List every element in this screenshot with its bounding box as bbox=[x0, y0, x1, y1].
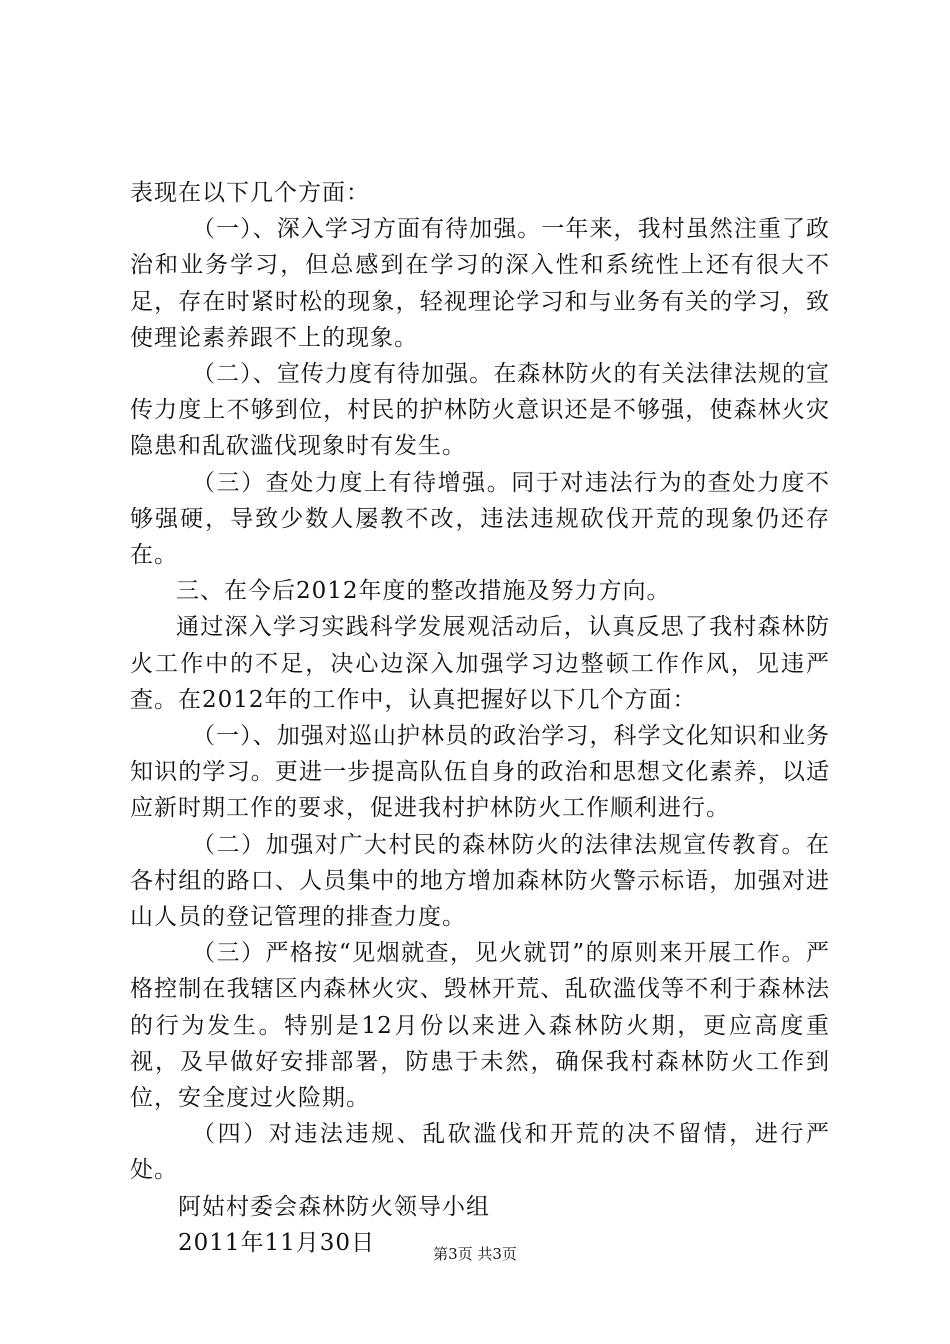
section-heading-3: 三、在今后2012年度的整改措施及努力方向。 bbox=[176, 578, 671, 605]
paragraph-issue-2: （二）、宣传力度有待加强。在森林防火的有关法律法规的宣传力度上不够到位，村民的护林防火意识还是不够强，使森林火灾隐患和乱砍滥伐现象时有发生。 bbox=[130, 361, 830, 460]
paragraph-issue-3: （三）查处力度上有待增强。同于对违法行为的查处力度不够强硬，导致少数人屡教不改，违法违规砍伐开荒的现象仍还存在。 bbox=[130, 469, 830, 569]
paragraph-issue-1: （一）、深入学习方面有待加强。一年来，我村虽然注重了政治和业务学习，但总感到在学习的深入性和系统性上还有很大不足，存在时紧时松的现象，轻视理论学习和与业务有关的学习，致使理论素养跟不上的现象。 bbox=[130, 216, 830, 351]
paragraph-measure-4: （四）对违法违规、乱砍滥伐和开荒的决不留情，进行严处。 bbox=[130, 1121, 830, 1184]
paragraph-measure-1: （一）、加强对巡山护林员的政治学习，科学文化知识和业务知识的学习。更进一步提高队伍自身的政治和思想文化素养，以适应新时期工作的要求，促进我村护林防火工作顺利进行。 bbox=[130, 723, 830, 822]
signature-date: 2011年11月30日 bbox=[178, 1229, 376, 1256]
signature-organization: 阿姑村委会森林防火领导小组 bbox=[178, 1193, 490, 1220]
paragraph-measure-2: （二）加强对广大村民的森林防火的法律法规宣传教育。在各村组的路口、人员集中的地方增加森林防火警示标语，加强对进山人员的登记管理的排查力度。 bbox=[130, 831, 830, 931]
page-number-label: 第3页 共3页 bbox=[433, 1245, 517, 1263]
paragraph-section-3-intro: 通过深入学习实践科学发展观活动后，认真反思了我村森林防火工作中的不足，决心边深入加强学习边整顿工作作风，见违严查。在2012年的工作中，认真把握好以下几个方面： bbox=[130, 614, 830, 713]
document-body bbox=[130, 175, 830, 1261]
page-footer bbox=[0, 1243, 950, 1264]
paragraph-measure-3: （三）严格按“见烟就查，见火就罚”的原则来开展工作。严格控制在我辖区内森林火灾、毁林开荒、乱砍滥伐等不利于森林法的行为发生。特别是12月份以来进入森林防火期，更应高度重视，及早做好安排部署，防患于未然，确保我村森林防火工作到位，安全度过火险期。 bbox=[130, 940, 830, 1112]
paragraph-intro: 表现在以下几个方面： bbox=[130, 180, 370, 206]
